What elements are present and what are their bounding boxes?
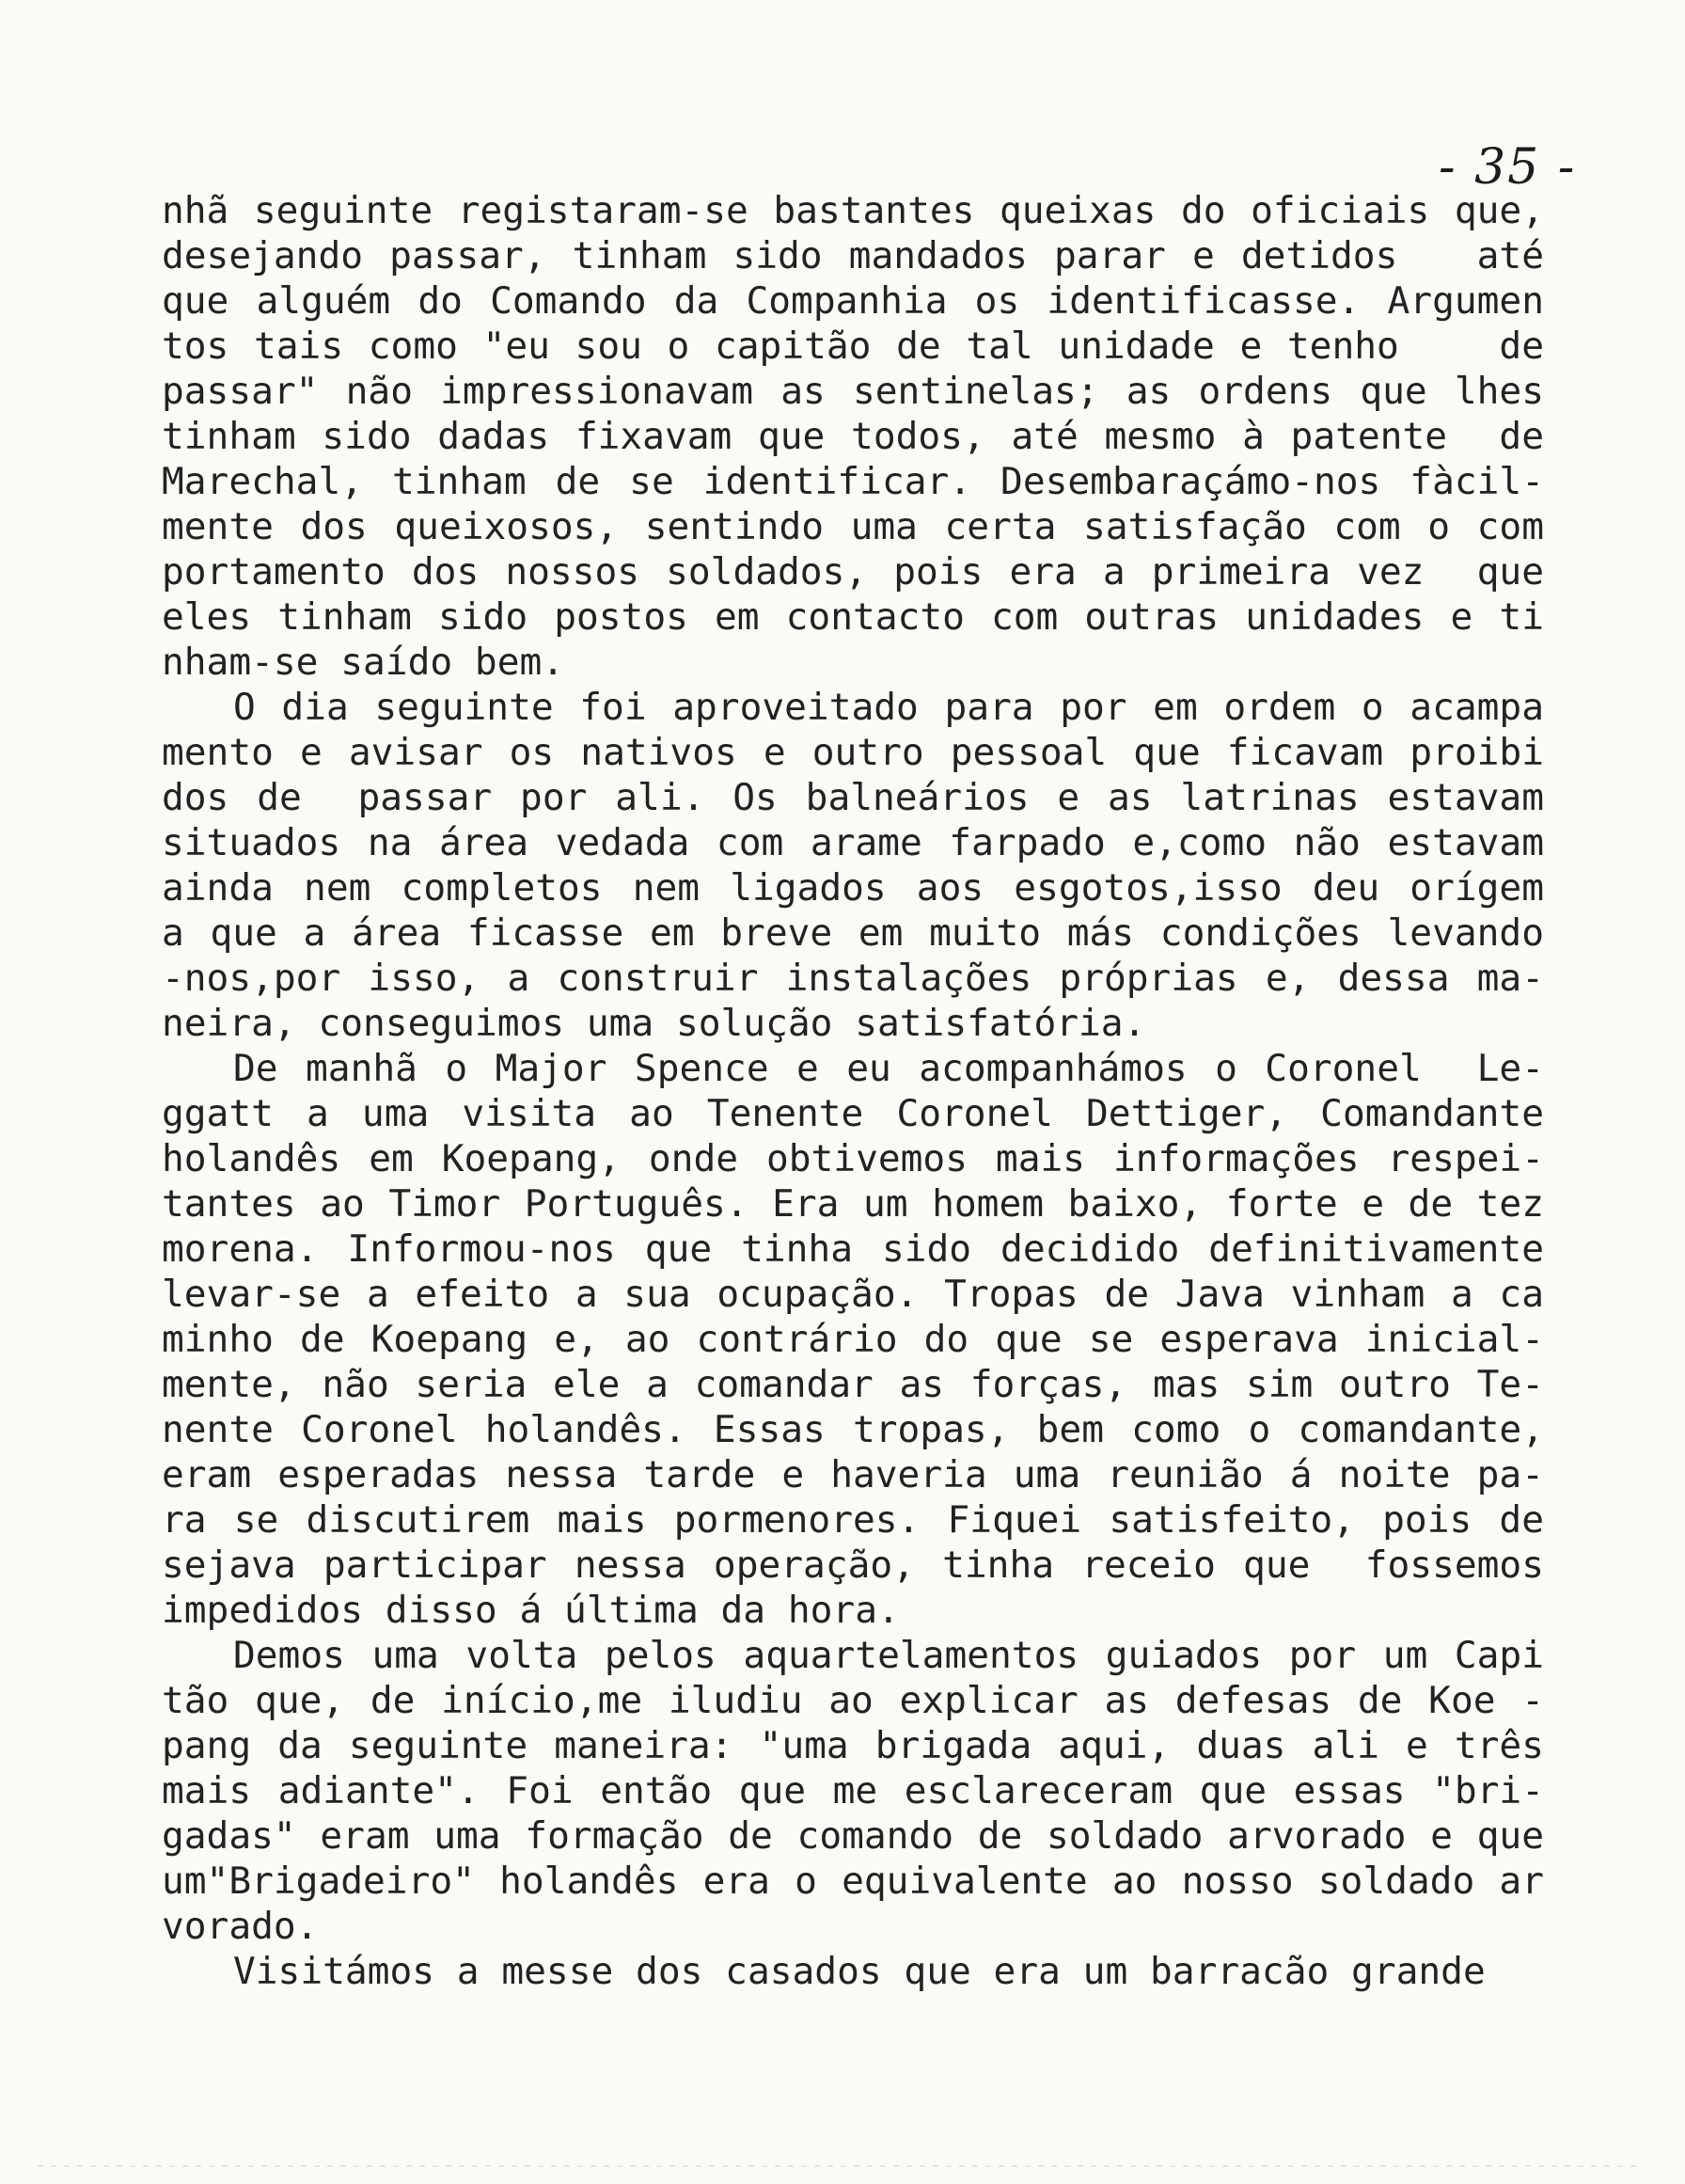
text-line: nente Coronel holandês. Essas tropas, bem como o comandante,	[162, 1408, 1544, 1451]
text-line: sejava participar nessa operação, tinha receio que fossemos	[162, 1543, 1544, 1587]
paragraph-start-line: Visitámos a messe dos casados que era um barracão grande	[233, 1950, 1486, 1993]
text-line: -nos,por isso, a construir instalações próprias e, dessa ma-	[162, 957, 1544, 1000]
text-line: mente, não seria ele a comandar as forças, mas sim outro Te-	[162, 1363, 1544, 1406]
text-line: ra se discutirem mais pormenores. Fiquei satisfeito, pois de	[162, 1498, 1544, 1542]
text-line: portamento dos nossos soldados, pois era a primeira vez que	[162, 550, 1544, 593]
text-line: gadas" eram uma formação de comando de soldado arvorado e que	[162, 1814, 1544, 1858]
text-line: nham-se saído bem.	[162, 641, 565, 684]
text-line: dos de passar por ali. Os balneários e as latrinas estavam	[162, 776, 1544, 819]
text-line: que alguém do Comando da Companhia os identificasse. Argumen	[162, 279, 1544, 323]
text-line: mente dos queixosos, sentindo uma certa satisfação com o com	[162, 505, 1544, 548]
text-line: a que a área ficasse em breve em muito más condições levando	[162, 911, 1544, 955]
text-line: tinham sido dadas fixavam que todos, até mesmo à patente de	[162, 415, 1544, 458]
text-line: holandês em Koepang, onde obtivemos mais informações respei-	[162, 1137, 1544, 1180]
text-line: situados na área vedada com arame farpado e,como não estavam	[162, 821, 1544, 864]
text-line: morena. Informou-nos que tinha sido decidido definitivamente	[162, 1227, 1544, 1271]
text-line: tão que, de início,me iludiu ao explicar as defesas de Koe -	[162, 1679, 1544, 1722]
text-line: tantes ao Timor Português. Era um homem baixo, forte e de tez	[162, 1182, 1544, 1226]
text-line: nhã seguinte registaram-se bastantes queixas do oficiais que,	[162, 189, 1544, 232]
body-text	[162, 188, 1544, 1994]
text-line: minho de Koepang e, ao contrário do que se esperava inicial-	[162, 1318, 1544, 1361]
text-line: um"Brigadeiro" holandês era o equivalente ao nosso soldado ar	[162, 1860, 1544, 1903]
text-line: levar-se a efeito a sua ocupação. Tropas de Java vinham a ca	[162, 1273, 1544, 1316]
page-number: - 35 -	[1439, 139, 1577, 196]
text-line: vorado.	[162, 1905, 319, 1948]
text-line: Marechal, tinham de se identificar. Desembaraçámo-nos fàcil-	[162, 460, 1544, 503]
text-line: ggatt a uma visita ao Tenente Coronel Dettiger, Comandante	[162, 1092, 1544, 1135]
text-line: eram esperadas nessa tarde e haveria uma reunião á noite pa-	[162, 1453, 1544, 1496]
text-line: passar" não impressionavam as sentinelas; as ordens que lhes	[162, 370, 1544, 413]
text-line: mento e avisar os nativos e outro pessoal que ficavam proibi	[162, 731, 1544, 774]
text-line: tos tais como "eu sou o capitão de tal unidade e tenho de	[162, 324, 1544, 368]
text-line: mais adiante". Foi então que me esclareceram que essas "bri-	[162, 1769, 1544, 1812]
scan-edge-artifact	[38, 2165, 1636, 2167]
paragraph-start-line: Demos uma volta pelos aquartelamentos guiados por um Capi	[233, 1634, 1544, 1677]
text-line: ainda nem completos nem ligados aos esgotos,isso deu orígem	[162, 866, 1544, 910]
paragraph-start-line: De manhã o Major Spence e eu acompanhámos o Coronel Le-	[233, 1047, 1544, 1090]
text-line: desejando passar, tinham sido mandados parar e detidos até	[162, 234, 1544, 277]
text-line: pang da seguinte maneira: "uma brigada aqui, duas ali e três	[162, 1724, 1544, 1767]
text-line: eles tinham sido postos em contacto com outras unidades e ti	[162, 595, 1544, 639]
paragraph-start-line: O dia seguinte foi aproveitado para por em ordem o acampa	[233, 686, 1544, 729]
text-line: impedidos disso á última da hora.	[162, 1589, 900, 1632]
text-line: neira, conseguimos uma solução satisfatória.	[162, 1002, 1146, 1045]
